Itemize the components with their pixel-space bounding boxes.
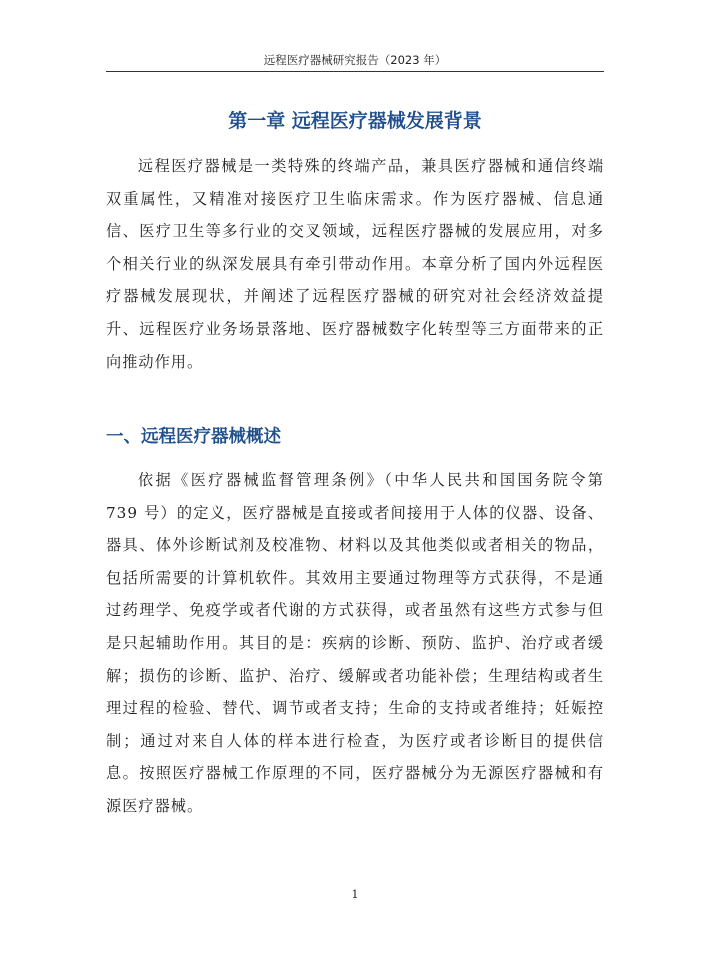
intro-paragraph: 远程医疗器械是一类特殊的终端产品，兼具医疗器械和通信终端双重属性，又精准对接医疗卫生临床需求。作为医疗器械、信息通信、医疗卫生等多行业的交叉领域，远程医疗器械的发展应用，对多个相关行业的纵深发展具有牵引带动作用。本章分析了国内外远程医疗器械发展现状，并阐述了远程医疗器械的研究对社会经济效益提升、远程医疗业务场景落地、医疗器械数字化转型等三方面带来的正向推动作用。 bbox=[106, 157, 604, 371]
header-divider bbox=[106, 71, 604, 72]
running-header: 远程医疗器械研究报告（2023 年） bbox=[263, 53, 447, 67]
definition-paragraph: 依据《医疗器械监督管理条例》（中华人民共和国国务院令第 739 号）的定义，医疗器械是直接或者间接用于人体的仪器、设备、器具、体外诊断试剂及校准物、材料以及其他类似或者相关的物品，包括所需要的计算机软件。其效用主要通过物理等方式获得，不是通过药理学、免疫学或者代谢的方式获得，或者虽然有这些方式参与但是只起辅助作用。其目的是：疾病的诊断、预防、监护、治疗或者缓解；损伤的诊断、监护、治疗、缓解或者功能补偿；生理结构或者生理过程的检验、替代、调节或者支持；生命的支持或者维持；妊娠控制；通过对来自人体的样本进行检查，为医疗或者诊断目的提供信息。按照医疗器械工作原理的不同，医疗器械分为无源医疗器械和有源医疗器械。 bbox=[106, 471, 604, 815]
chapter-title: 第一章 远程医疗器械发展背景 bbox=[228, 110, 482, 132]
page-number: 1 bbox=[351, 888, 359, 901]
section-heading: 一、远程医疗器械概述 bbox=[106, 427, 281, 447]
